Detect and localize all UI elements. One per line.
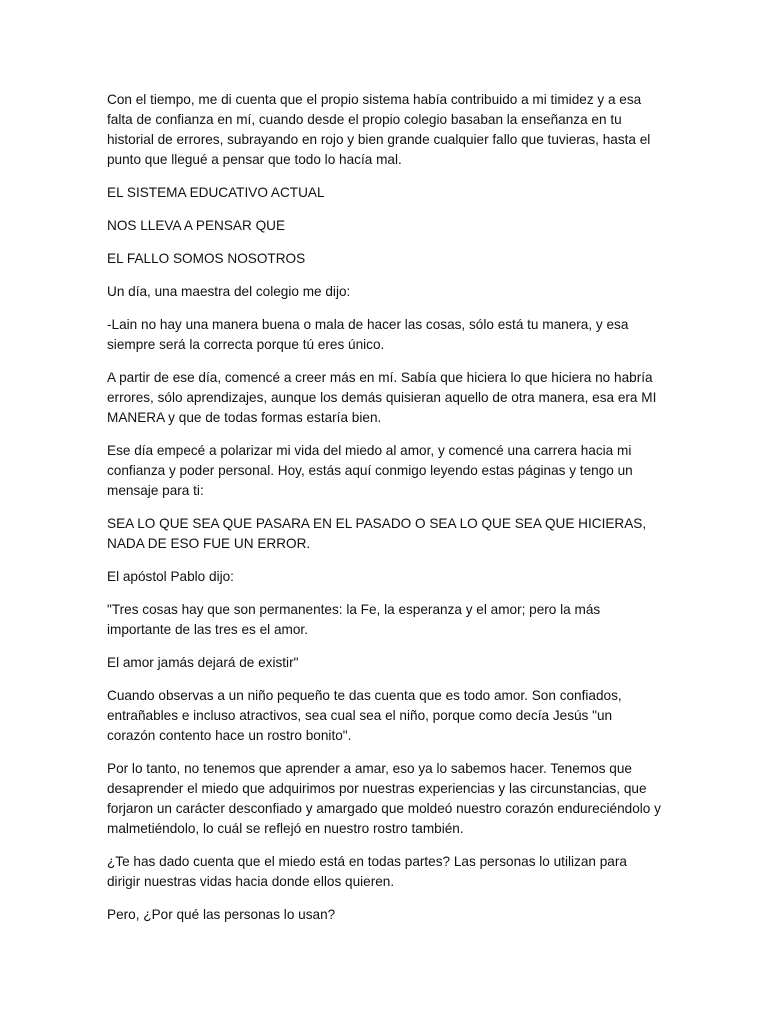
quote-paragraph: "Tres cosas hay que son permanentes: la Fe, la esperanza y el amor; pero la más importante de las tres es el amor. xyxy=(107,602,601,637)
paragraph: SEA LO QUE SEA QUE PASARA EN EL PASADO O SEA LO QUE SEA QUE HICIERAS, NADA DE ESO FUE UN ERROR. xyxy=(107,516,647,551)
heading-line: NOS LLEVA A PENSAR QUE xyxy=(107,218,286,233)
document-body xyxy=(107,90,663,938)
paragraph: ¿Te has dado cuenta que el miedo está en todas partes? Las personas lo utilizan para dirigir nuestras vidas hacia donde ellos quieren. xyxy=(107,854,627,889)
paragraph: Cuando observas a un niño pequeño te das cuenta que es todo amor. Son confiados, entrañables e incluso atractivos, sea cual sea el niño, porque como decía Jesús "un corazón contento hace un rostro bonito". xyxy=(107,688,622,743)
paragraph: Ese día empecé a polarizar mi vida del miedo al amor, y comencé una carrera hacia mi confianza y poder personal. Hoy, estás aquí conmigo leyendo estas páginas y tengo un mensaje para ti: xyxy=(107,443,633,498)
paragraph: Un día, una maestra del colegio me dijo: xyxy=(107,284,351,299)
heading-line: EL FALLO SOMOS NOSOTROS xyxy=(107,251,306,266)
paragraph: Por lo tanto, no tenemos que aprender a amar, eso ya lo sabemos hacer. Tenemos que desaprender el miedo que adquirimos por nuestras experiencias y las circunstancias, que forjaron un carácter desconfiado y amargado que moldeó nuestro corazón endureciéndolo y malmetiéndolo, lo cuál se reflejó en nuestro rostro también. xyxy=(107,761,661,836)
quote-paragraph: El amor jamás dejará de existir" xyxy=(107,655,299,670)
paragraph: El apóstol Pablo dijo: xyxy=(107,569,234,584)
paragraph: -Lain no hay una manera buena o mala de hacer las cosas, sólo está tu manera, y esa siempre será la correcta porque tú eres único. xyxy=(107,317,629,352)
paragraph: A partir de ese día, comencé a creer más en mí. Sabía que hiciera lo que hiciera no habría errores, sólo aprendizajes, aunque los demás quisieran aquello de otra manera, esa era MI MANERA y que de todas formas estaría bien. xyxy=(107,370,657,425)
paragraph: Con el tiempo, me di cuenta que el propio sistema había contribuido a mi timidez y a esa falta de confianza en mí, cuando desde el propio colegio basaban la enseñanza en tu historial de errores, subrayando en rojo y bien grande cualquier fallo que tuvieras, hasta el punto que llegué a pensar que todo lo hacía mal. xyxy=(107,92,651,167)
paragraph: Pero, ¿Por qué las personas lo usan? xyxy=(107,907,336,922)
heading-line: EL SISTEMA EDUCATIVO ACTUAL xyxy=(107,185,325,200)
